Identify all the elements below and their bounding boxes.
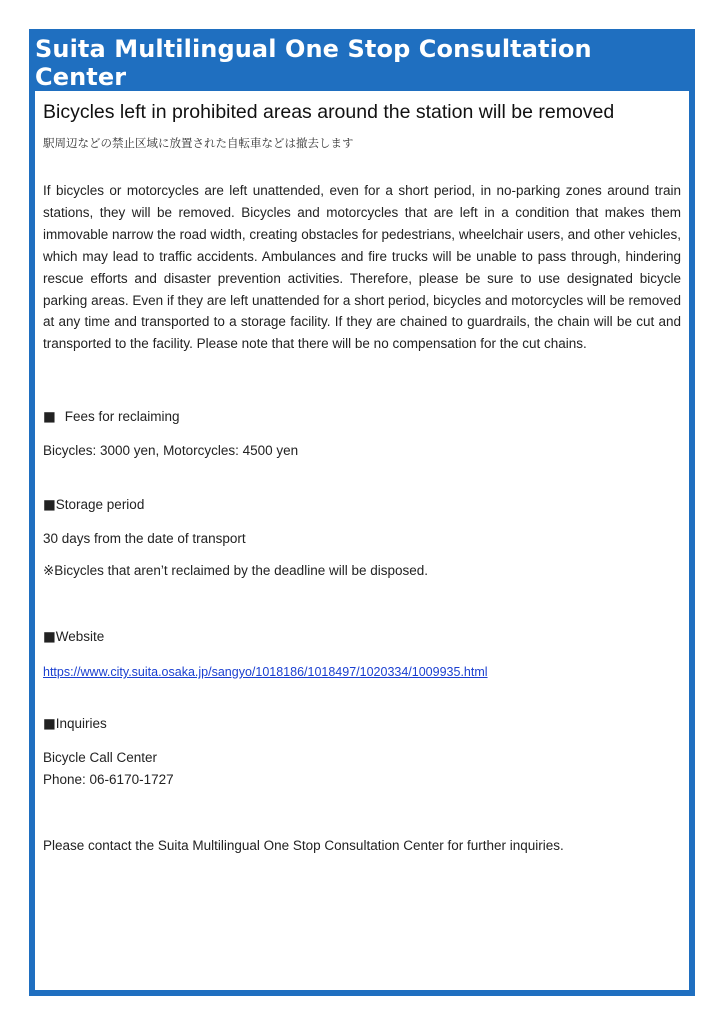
inquiries-phone: Phone: 06-6170-1727	[43, 772, 174, 787]
fees-heading-label: Fees for reclaiming	[64, 409, 180, 424]
notice-body: If bicycles or motorcycles are left unattended, even for a short period, in no-parking zones around train stations, they will be removed. Bicycles and motorcycles that are left in a condition that makes them immovable narrow the road width, creating obstacles for pedestrians, wheelchair users, and other vehicles, which may lead to traffic accidents. Ambulances and fire trucks will be unable to pass through, hindering rescue efforts and disaster prevention activities. Therefore, please be sure to use designated bicycle parking areas. Even if they are left unattended for a short period, bicycles and motorcycles will be removed at any time and transported to a storage facility. If they are chained to guardrails, the chain will be cut and transported to the facility. Please note that there will be no compensation for the cut chains.	[43, 183, 681, 352]
website-heading	[43, 629, 681, 645]
square-bullet-icon: ■	[43, 497, 56, 513]
square-bullet-icon: ■	[43, 409, 56, 425]
inquiries-name: Bicycle Call Center	[43, 750, 158, 765]
storage-heading-label: Storage period	[55, 497, 145, 512]
storage-note: ※Bicycles that aren’t reclaimed by the deadline will be disposed.	[43, 563, 429, 578]
header-bar	[35, 35, 689, 91]
website-heading-label: Website	[55, 629, 105, 644]
fees-text: Bicycles: 3000 yen, Motorcycles: 4500 yen	[43, 443, 299, 458]
storage-heading	[43, 497, 681, 513]
header-title: Suita Multilingual One Stop Consultation Center	[35, 35, 592, 91]
square-bullet-icon: ■	[43, 629, 56, 645]
inquiries-heading-label: Inquiries	[55, 716, 107, 731]
storage-text: 30 days from the date of transport	[43, 531, 246, 546]
website-link[interactable]: https://www.city.suita.osaka.jp/sangyo/1018186/1018497/1020334/1009935.html	[43, 665, 488, 679]
notice-frame	[29, 29, 695, 996]
square-bullet-icon: ■	[43, 716, 56, 732]
fees-heading	[43, 409, 681, 425]
notice-title: Bicycles left in prohibited areas around the station will be removed	[43, 101, 615, 123]
footer-text: Please contact the Suita Multilingual One Stop Consultation Center for further inquiries.	[43, 838, 564, 853]
inquiries-heading	[43, 716, 681, 732]
notice-subtitle-japanese: 駅周辺などの禁止区域に放置された自転車などは撤去します	[43, 136, 354, 150]
